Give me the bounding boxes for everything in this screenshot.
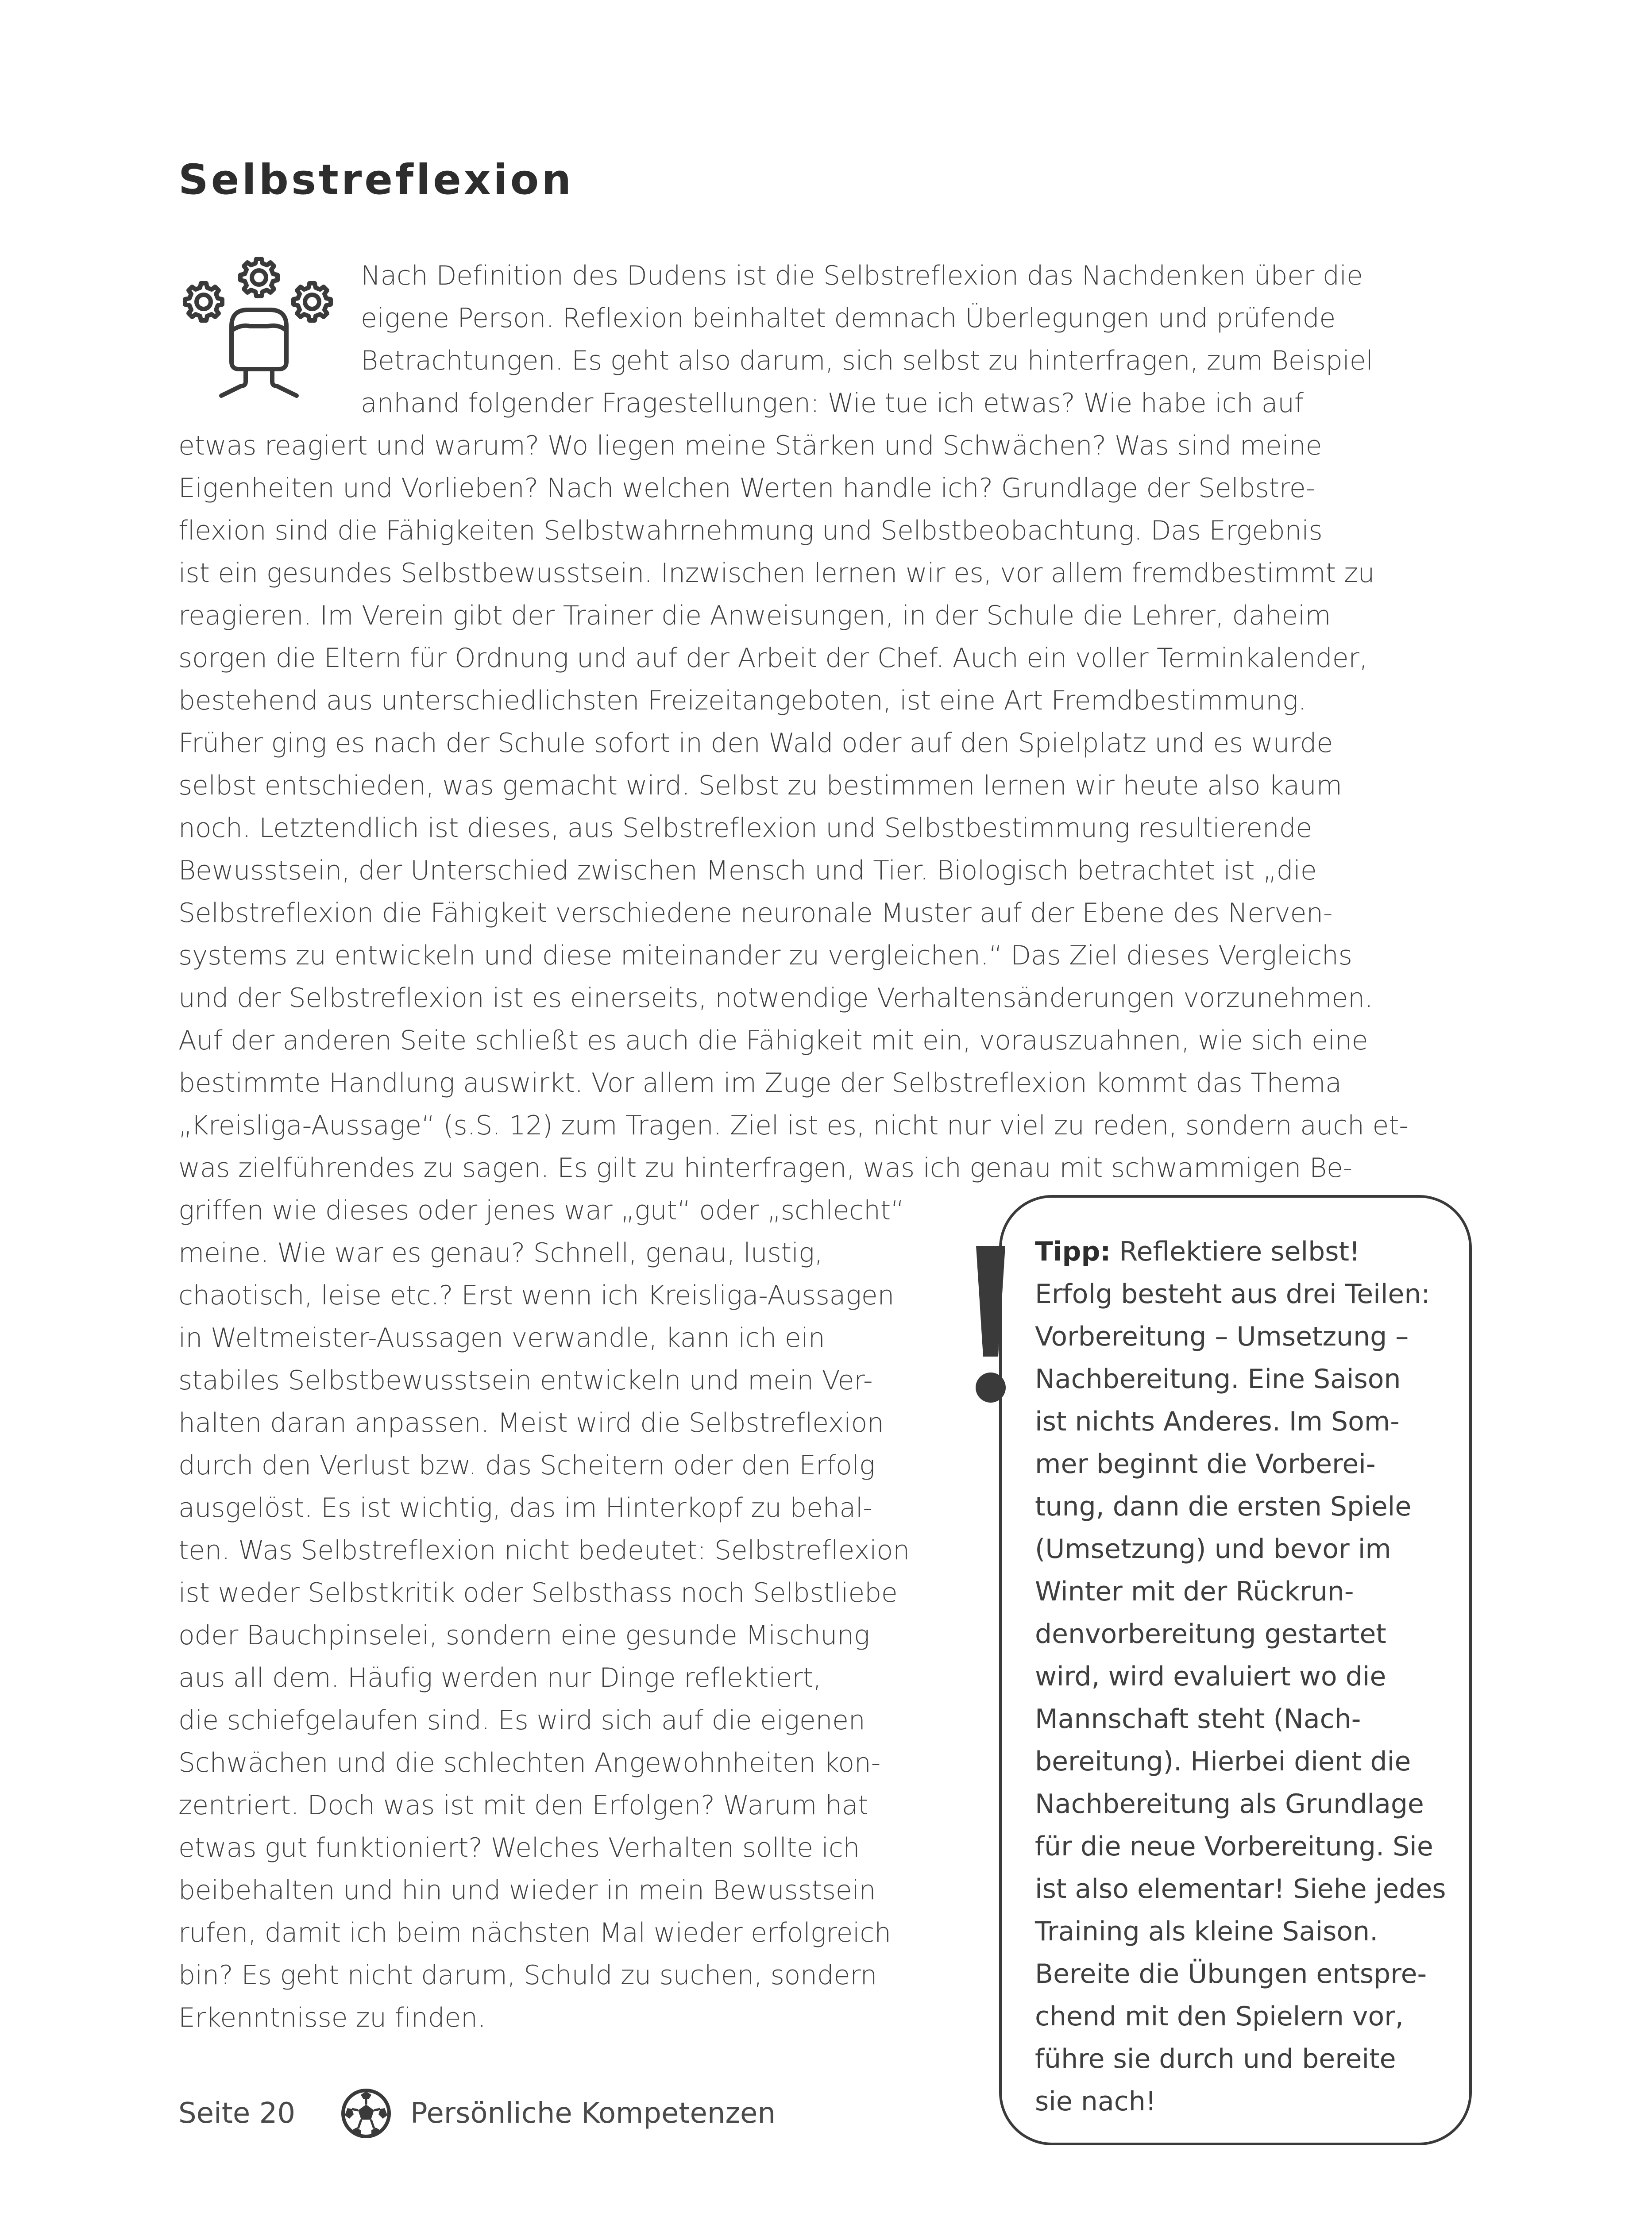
tip-line: (Umsetzung) und bevor im: [1035, 1534, 1391, 1565]
text-line: meine. Wie war es genau? Schnell, genau, lustig,: [178, 1238, 823, 1268]
text-line: anhand folgender Fragestellungen: Wie tue ich etwas? Wie habe ich auf: [361, 388, 1304, 419]
tip-heading: [1035, 1230, 1360, 1273]
tip-line: ist nichts Anderes. Im Som-: [1035, 1406, 1400, 1437]
text-line: in Weltmeister-Aussagen verwandle, kann ich ein: [178, 1322, 825, 1353]
text-line: systems zu entwickeln und diese miteinander zu vergleichen.“ Das Ziel dieses Vergleichs: [178, 940, 1352, 971]
text-line: ten. Was Selbstreflexion nicht bedeutet: Selbstreflexion: [178, 1535, 910, 1566]
text-line: eigene Person. Reflexion beinhaltet demnach Überlegungen und prüfende: [361, 303, 1335, 334]
text-line: ist weder Selbstkritik oder Selbsthass noch Selbstliebe: [178, 1577, 898, 1608]
text-line: chaotisch, leise etc.? Erst wenn ich Kreisliga-Aussagen: [178, 1280, 895, 1311]
tip-line: Bereite die Übungen entspre-: [1035, 1959, 1427, 1989]
text-line: reagieren. Im Verein gibt der Trainer die Anweisungen, in der Schule die Lehrer, daheim: [178, 600, 1331, 631]
section-name: Persönliche Kompetenzen: [410, 2097, 776, 2130]
tip-label: Tipp:: [1035, 1236, 1111, 1267]
text-line: beibehalten und hin und wieder in mein Bewusstsein: [178, 1875, 876, 1906]
text-line: Früher ging es nach der Schule sofort in den Wald oder auf den Spielplatz und es wurde: [178, 728, 1333, 759]
tip-line: wird, wird evaluiert wo die: [1035, 1661, 1386, 1692]
text-line: selbst entschieden, was gemacht wird. Selbst zu bestimmen lernen wir heute also kaum: [178, 770, 1342, 801]
tip-line: sie nach!: [1035, 2086, 1156, 2117]
tip-heading-text: Reflektiere selbst!: [1111, 1236, 1360, 1267]
tip-line: Nachbereitung als Grundlage: [1035, 1789, 1424, 1820]
tip-line: mer beginnt die Vorberei-: [1035, 1449, 1376, 1480]
text-line: oder Bauchpinselei, sondern eine gesunde Mischung: [178, 1620, 870, 1651]
text-line: Erkenntnisse zu finden.: [178, 2002, 486, 2033]
tip-line: Mannschaft steht (Nach-: [1035, 1704, 1361, 1735]
tip-line: denvorbereitung gestartet: [1035, 1619, 1386, 1650]
text-line: griffen wie dieses oder jenes war „gut“ oder „schlecht“: [178, 1195, 904, 1226]
tip-line: chend mit den Spielern vor,: [1035, 2001, 1404, 2032]
person-with-gears-icon: [179, 253, 339, 399]
text-line: rufen, damit ich beim nächsten Mal wieder erfolgreich: [178, 1917, 891, 1948]
text-line: Nach Definition des Dudens ist die Selbstreflexion das Nachdenken über die: [361, 260, 1363, 291]
text-line: Schwächen und die schlechten Angewohnheiten kon-: [178, 1747, 880, 1778]
text-line: sorgen die Eltern für Ordnung und auf der Arbeit der Chef. Auch ein voller Terminkalender,: [178, 643, 1368, 674]
text-line: aus all dem. Häufig werden nur Dinge reflektiert,: [178, 1662, 822, 1693]
page-footer: [178, 2085, 776, 2142]
tip-line: ist also elementar! Siehe jedes: [1035, 1874, 1446, 1905]
soccer-ball-icon: [340, 2087, 393, 2140]
tip-line: Vorbereitung – Umsetzung –: [1035, 1321, 1409, 1352]
text-line: ausgelöst. Es ist wichtig, das im Hinterkopf zu behal-: [178, 1492, 872, 1523]
text-line: bin? Es geht nicht darum, Schuld zu suchen, sondern: [178, 1960, 877, 1991]
text-line: Auf der anderen Seite schließt es auch die Fähigkeit mit ein, vorauszuahnen, wie sich eine: [178, 1025, 1368, 1056]
text-line: zentriert. Doch was ist mit den Erfolgen? Warum hat: [178, 1790, 868, 1821]
text-line: durch den Verlust bzw. das Scheitern oder den Erfolg: [178, 1450, 875, 1481]
text-line: Selbstreflexion die Fähigkeit verschiedene neuronale Muster auf der Ebene des Nerven-: [178, 898, 1333, 929]
page-number: Seite 20: [178, 2097, 296, 2130]
tip-line: Nachbereitung. Eine Saison: [1035, 1364, 1401, 1395]
text-line: noch. Letztendlich ist dieses, aus Selbstreflexion und Selbstbestimmung resultierende: [178, 813, 1312, 844]
tip-line: für die neue Vorbereitung. Sie: [1035, 1831, 1433, 1862]
text-line: bestehend aus unterschiedlichsten Freizeitangeboten, ist eine Art Fremdbestimmung.: [178, 685, 1307, 716]
text-line: bestimmte Handlung auswirkt. Vor allem im Zuge der Selbstreflexion kommt das Thema: [178, 1068, 1342, 1099]
exclamation-icon: [971, 1246, 1011, 1410]
text-line: Bewusstsein, der Unterschied zwischen Mensch und Tier. Biologisch betrachtet ist „die: [178, 855, 1317, 886]
text-line: etwas reagiert und warum? Wo liegen meine Stärken und Schwächen? Was sind meine: [178, 430, 1322, 461]
tip-line: bereitung). Hierbei dient die: [1035, 1746, 1411, 1777]
text-line: etwas gut funktioniert? Welches Verhalten sollte ich: [178, 1832, 860, 1863]
text-line: stabiles Selbstbewusstsein entwickeln und mein Ver-: [178, 1365, 873, 1396]
text-line: flexion sind die Fähigkeiten Selbstwahrnehmung und Selbstbeobachtung. Das Ergebnis: [178, 515, 1323, 546]
text-line: was zielführendes zu sagen. Es gilt zu hinterfragen, was ich genau mit schwammigen Be-: [178, 1153, 1352, 1184]
text-line: und der Selbstreflexion ist es einerseits, notwendige Verhaltensänderungen vorzunehmen.: [178, 983, 1373, 1014]
page-title: Selbstreflexion: [178, 156, 574, 204]
text-line: Eigenheiten und Vorlieben? Nach welchen Werten handle ich? Grundlage der Selbstre-: [178, 473, 1315, 504]
text-line: „Kreisliga-Aussage“ (s.S. 12) zum Tragen. Ziel ist es, nicht nur viel zu reden, sondern auch et-: [178, 1110, 1409, 1141]
tip-line: führe sie durch und bereite: [1035, 2043, 1396, 2074]
tip-line: Winter mit der Rückrun-: [1035, 1576, 1354, 1607]
tip-line: Erfolg besteht aus drei Teilen:: [1035, 1279, 1430, 1310]
text-line: die schiefgelaufen sind. Es wird sich auf die eigenen: [178, 1705, 865, 1736]
tip-line: Training als kleine Saison.: [1035, 1916, 1378, 1947]
text-line: Betrachtungen. Es geht also darum, sich selbst zu hinterfragen, zum Beispiel: [361, 345, 1373, 376]
tip-line: tung, dann die ersten Spiele: [1035, 1491, 1412, 1522]
text-line: ist ein gesundes Selbstbewusstsein. Inzwischen lernen wir es, vor allem fremdbestimmt zu: [178, 558, 1375, 589]
text-line: halten daran anpassen. Meist wird die Selbstreflexion: [178, 1407, 884, 1438]
